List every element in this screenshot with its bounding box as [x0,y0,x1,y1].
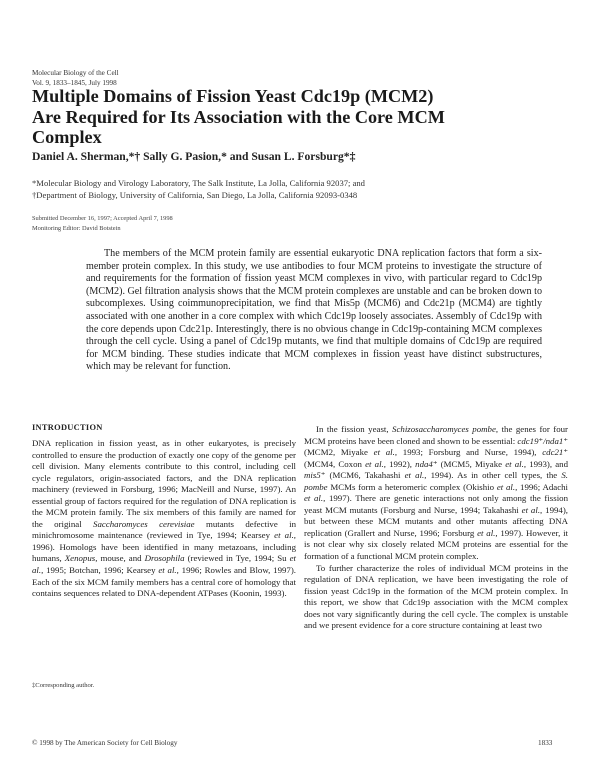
title-line: Complex [32,127,102,147]
text-run: , 1993; Forsburg and Nurse, 1994), [394,447,543,458]
left-column [32,438,296,600]
copyright: © 1998 by The American Society for Cell Biology [32,739,178,747]
text-run: (MCM2, Miyake [304,447,374,458]
page-number: 1833 [538,739,553,747]
text-run: , 1995; Botchan, 1996; Kearsey [41,565,159,576]
text-run: , 1996; Rowles and Blow, 1997). Each of the six MCM family members has a central core of homology that contains sequences related to DNA-dependent ATPases (Koonin, 1993). [32,565,296,599]
body-paragraph [304,563,568,632]
text-run: To further characterize the roles of individual MCM proteins in the regulation of DNA replication, we have been investigating the role of fission yeast Cdc19p in the formation of the MCM protein complex. In this report, we show that Cdc19p association with the MCM complex does not vary significantly during the cell cycle. The complex is unstable and we present evidence for a core structure containing at least two [304,562,568,631]
italic-text: et al. [373,447,395,458]
italic-text: Drosophila [144,553,185,564]
monitoring-editor: Monitoring Editor: David Botstein [32,224,121,232]
journal-header [32,68,119,88]
submission-info [32,214,173,233]
italic-text: cdc19⁺/nda1⁺ [517,435,568,446]
title-line: Multiple Domains of Fission Yeast Cdc19p (MCM2) [32,86,434,106]
text-run: MCMs form a heteromeric complex (Okishio [327,481,497,492]
italic-text: et al. [158,565,177,576]
journal-name: Molecular Biology of the Cell [32,69,119,77]
text-run: , 1992), [383,458,416,469]
text-run: , 1997). There are genetic interactions not only among the fission yeast MCM mutants (Forsburg and Nurse, 1994; Takahashi [304,493,568,515]
paper-title [32,86,552,148]
italic-text: et al. [365,458,384,469]
footnote: ‡Corresponding author. [32,682,95,689]
body-paragraph [304,424,568,563]
text-run: , mouse, and [95,553,145,564]
text-run: , 1993), and [523,458,569,469]
italic-text: et al. [32,553,296,576]
text-run: , 1994), but between these MCM mutants and other mutants affecting DNA replication (Grallert and Nurse, 1996; Forsburg [304,504,568,538]
text-run: In the fission yeast, [316,424,393,434]
italic-text: et al. [505,458,524,469]
abstract: The members of the MCM protein family are essential eukaryotic DNA replication factors that form a six-member protein complex. In this study, we use antibodies to four MCM proteins to investigate the structure of and requirements for the formation of fission yeast MCM complexes in vivo, with particular regard to Cdc19p (MCM2). Gel filtration analysis shows that the MCM protein complexes are unstable and can be broken down to subcomplexes. Using coimmunoprecipitation, we find that Mis5p (MCM6) and Cdc21p (MCM4) are tightly associated with one another in a core complex with which Cdc19p loosely associates. Assembly of Cdc19p with the core depends upon Cdc21p. Interestingly, there is no obvious change in Cdc19p-containing MCM complexes through the cell cycle. Using a panel of Cdc19p mutants, we find that multiple domains of Cdc19p are required for MCM binding. These studies indicate that MCM complexes in fission yeast have distinct substructures, which may be relevant for function. [86,248,542,373]
text-run: (MCM5, Miyake [437,458,506,469]
text-run: , 1994). As in other cell types, the [424,470,562,481]
text-run: (MCM6, Takahashi [325,470,405,481]
text-run: DNA replication in fission yeast, as in other eukaryotes, is precisely controlled to ensure the production of exactly one copy of the genome per cell division. Many elements contribute to this control, including cell cycle regulators, origin-associated factors, and the DNA replication machinery (reviewed in Forsburg, 1996; MacNeill and Nurse, 1997). An essential group of factors required for the regulation of DNA replication is the MCM protein family. The six members of this family are named for the original [32,438,296,529]
affiliations [32,177,365,201]
text-run: , 1996). Homologs have been identified in many metazoans, including humans, [32,530,296,564]
text-run: (MCM4, Coxon [304,458,366,469]
author-list: Daniel A. Sherman,*† Sally G. Pasion,* and Susan L. Forsburg*‡ [32,150,356,163]
italic-text: nda4⁺ [415,458,438,469]
text-run: (reviewed in Tye, 1994; Su [184,553,290,564]
italic-text: et al. [274,530,294,541]
affiliation: *Molecular Biology and Virology Laboratory, The Salk Institute, La Jolla, California 92037; and [32,178,365,188]
text-run: , 1997). However, it is not clear why six closely related MCM proteins are essential for the formation of a functional MCM protein complex. [304,527,569,562]
italic-text: et al. [477,527,496,538]
right-column [304,424,568,632]
italic-text: et al. [304,493,324,504]
italic-text: et al. [404,470,425,481]
italic-text: Xenopus [64,553,96,564]
text-run: , 1996; Adachi [515,481,569,492]
text-run: mutants defective in minichromosome maintenance (reviewed in Tye, 1994; Kearsey [32,518,296,541]
journal-volume: Vol. 9, 1833–1845, July 1998 [32,79,117,87]
italic-text: Schizosaccharomyces pombe [392,424,496,434]
body-paragraph [32,438,296,600]
affiliation: †Department of Biology, University of California, San Diego, La Jolla, California 92093-0348 [32,190,358,200]
italic-text: et al. [521,504,541,515]
section-heading-introduction: INTRODUCTION [32,423,103,432]
submission-dates: Submitted December 16, 1997; Accepted April 7, 1998 [32,215,173,222]
title-line: Are Required for Its Association with the Core MCM [32,106,445,127]
italic-text: S. pombe [304,470,568,492]
italic-text: cdc21⁺ [542,447,569,458]
italic-text: et al. [496,481,516,492]
text-run: , the genes for four MCM proteins have been cloned and shown to be essential: [304,424,568,446]
italic-text: mis5⁺ [304,470,326,481]
italic-text: Saccharomyces cerevisiae [93,518,195,529]
